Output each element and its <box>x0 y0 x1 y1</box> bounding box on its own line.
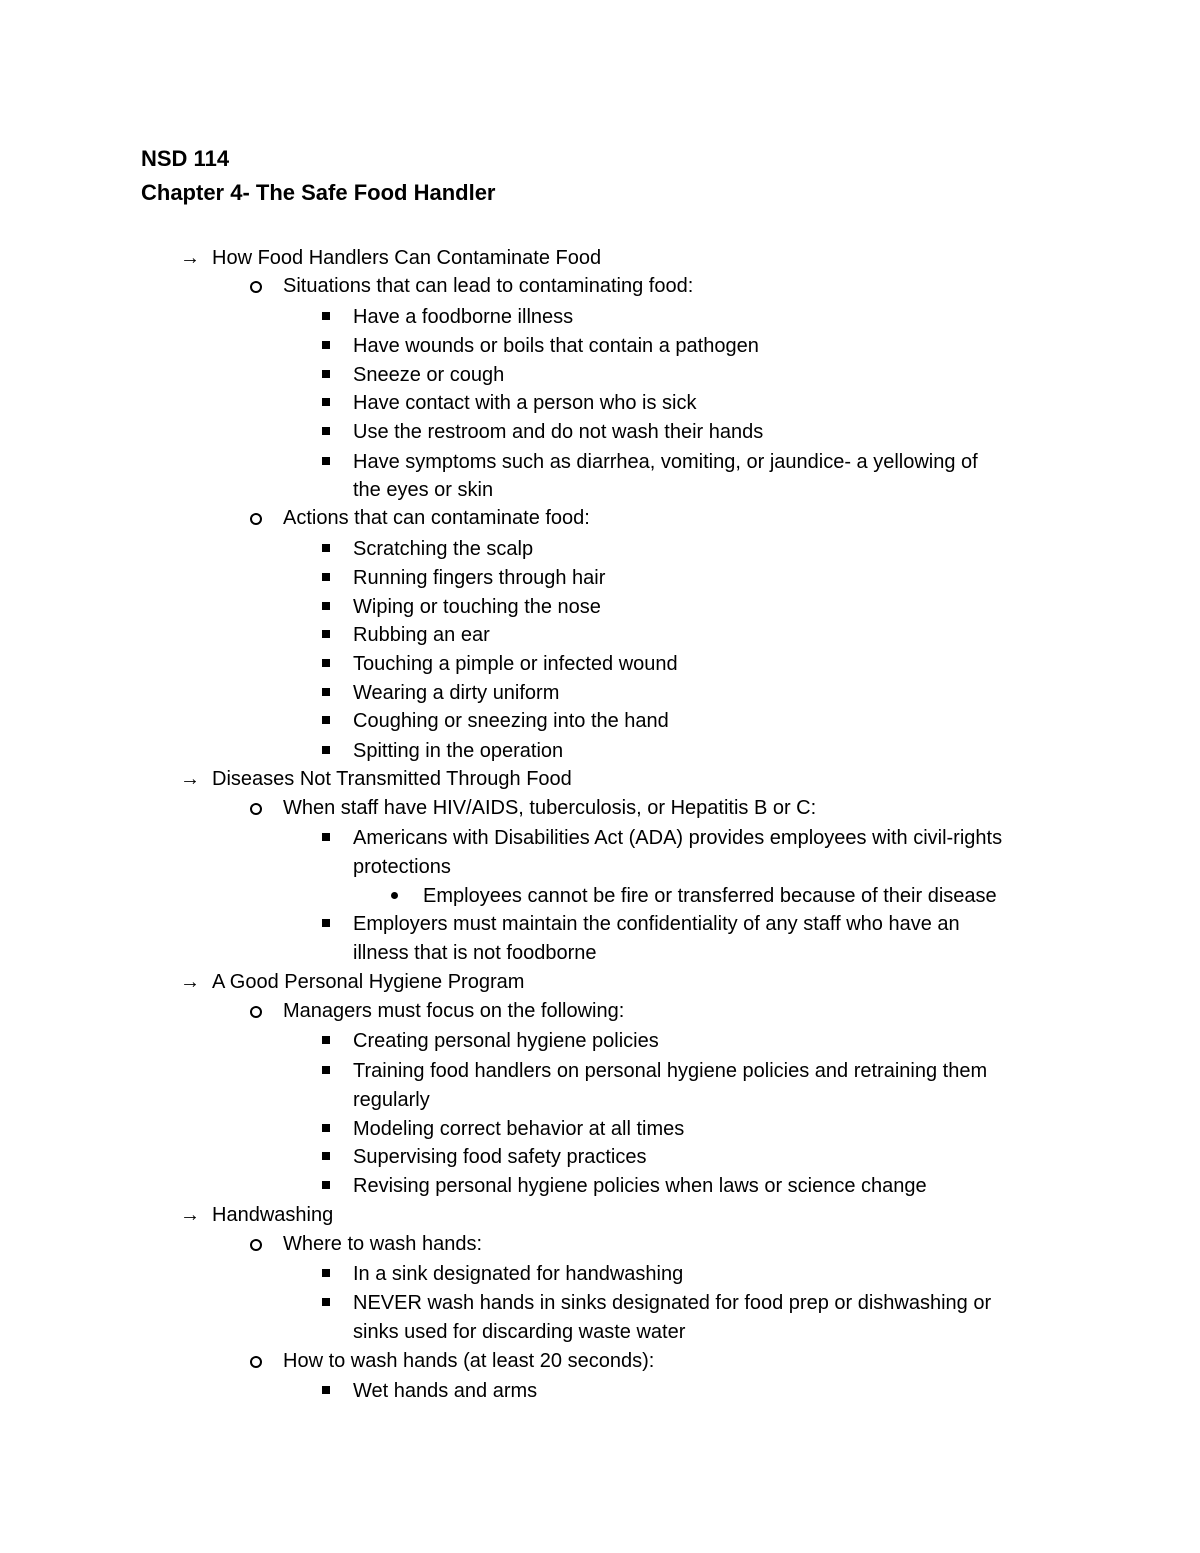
outline-item-level-2: Managers must focus on the following: <box>283 1000 625 1022</box>
outline-item-level-3: Wet hands and arms <box>353 1380 538 1402</box>
outline-item-level-1: A Good Personal Hygiene Program <box>212 971 525 993</box>
outline-item-level-1: Diseases Not Transmitted Through Food <box>212 768 572 790</box>
outline-item-level-3: Running fingers through hair <box>353 567 606 589</box>
outline-item-level-3: Training food handlers on personal hygiene policies and retraining them <box>353 1060 988 1082</box>
outline-item-level-3: Scratching the scalp <box>353 538 534 560</box>
outline-item-level-3: Modeling correct behavior at all times <box>353 1118 685 1140</box>
square-bullet-icon <box>320 535 332 563</box>
square-bullet-icon <box>320 564 332 592</box>
square-bullet-icon <box>320 621 332 649</box>
square-bullet-icon <box>320 389 332 417</box>
chapter-heading: Chapter 4- The Safe Food Handler <box>141 180 496 205</box>
square-bullet-icon <box>320 1377 332 1405</box>
outline-item-level-3: Have symptoms such as diarrhea, vomiting, or jaundice- a yellowing of <box>353 451 978 473</box>
outline-item-level-2: Actions that can contaminate food: <box>283 507 590 529</box>
square-bullet-icon <box>320 1260 332 1288</box>
square-bullet-icon <box>320 650 332 678</box>
outline-item-level-3: Touching a pimple or infected wound <box>353 653 678 675</box>
square-bullet-icon <box>320 910 332 938</box>
square-bullet-icon <box>320 1027 332 1055</box>
outline-item-level-3: Coughing or sneezing into the hand <box>353 710 669 732</box>
circle-bullet-icon <box>249 1347 263 1375</box>
outline-item-level-1: How Food Handlers Can Contaminate Food <box>212 247 602 269</box>
outline-item-level-2: When staff have HIV/AIDS, tuberculosis, or Hepatitis B or C: <box>283 797 817 819</box>
square-bullet-icon <box>320 679 332 707</box>
outline-item-level-3: Have wounds or boils that contain a pathogen <box>353 335 759 357</box>
arrow-bullet-icon: → <box>180 247 200 269</box>
outline-item-level-3: In a sink designated for handwashing <box>353 1263 684 1285</box>
square-bullet-icon <box>320 418 332 446</box>
outline-item-level-4: Employees cannot be fire or transferred because of their disease <box>423 885 997 907</box>
square-bullet-icon <box>320 593 332 621</box>
outline-item-level-3: Use the restroom and do not wash their hands <box>353 421 764 443</box>
outline-item-level-3: Creating personal hygiene policies <box>353 1030 659 1052</box>
arrow-bullet-icon: → <box>180 971 200 993</box>
outline-item-level-3: NEVER wash hands in sinks designated for food prep or dishwashing or <box>353 1292 992 1314</box>
outline-item-level-3: Have contact with a person who is sick <box>353 392 697 414</box>
outline-item-level-3: Wiping or touching the nose <box>353 596 601 618</box>
square-bullet-icon <box>320 707 332 735</box>
outline-item-level-3: Supervising food safety practices <box>353 1146 647 1168</box>
square-bullet-icon <box>320 303 332 331</box>
outline-item-level-3: sinks used for discarding waste water <box>353 1321 686 1343</box>
square-bullet-icon <box>320 448 332 476</box>
circle-bullet-icon <box>249 794 263 822</box>
document-title: NSD 114 <box>141 146 230 171</box>
square-bullet-icon <box>320 1057 332 1085</box>
outline-item-level-3: Wearing a dirty uniform <box>353 682 560 704</box>
outline-item-level-3: Rubbing an ear <box>353 624 490 646</box>
outline-item-level-3: regularly <box>353 1089 430 1111</box>
outline-item-level-3: Have a foodborne illness <box>353 306 574 328</box>
square-bullet-icon <box>320 332 332 360</box>
square-bullet-icon <box>320 361 332 389</box>
outline-item-level-3: Americans with Disabilities Act (ADA) provides employees with civil-rights <box>353 827 1003 849</box>
outline-item-level-3: the eyes or skin <box>353 479 494 501</box>
arrow-bullet-icon: → <box>180 768 200 790</box>
square-bullet-icon <box>320 1143 332 1171</box>
circle-bullet-icon <box>249 997 263 1025</box>
square-bullet-icon <box>320 1172 332 1200</box>
square-bullet-icon <box>320 824 332 852</box>
outline-item-level-2: How to wash hands (at least 20 seconds): <box>283 1350 655 1372</box>
outline-item-level-3: protections <box>353 856 451 878</box>
outline-item-level-3: illness that is not foodborne <box>353 942 597 964</box>
dot-bullet-icon <box>389 882 399 910</box>
outline-item-level-3: Spitting in the operation <box>353 740 564 762</box>
outline-item-level-1: Handwashing <box>212 1204 334 1226</box>
outline-item-level-3: Sneeze or cough <box>353 364 505 386</box>
circle-bullet-icon <box>249 504 263 532</box>
square-bullet-icon <box>320 1289 332 1317</box>
square-bullet-icon <box>320 737 332 765</box>
outline-item-level-2: Situations that can lead to contaminating food: <box>283 275 694 297</box>
outline-item-level-3: Revising personal hygiene policies when laws or science change <box>353 1175 927 1197</box>
circle-bullet-icon <box>249 272 263 300</box>
outline-item-level-2: Where to wash hands: <box>283 1233 482 1255</box>
outline-item-level-3: Employers must maintain the confidentiality of any staff who have an <box>353 913 960 935</box>
square-bullet-icon <box>320 1115 332 1143</box>
arrow-bullet-icon: → <box>180 1204 200 1226</box>
circle-bullet-icon <box>249 1230 263 1258</box>
